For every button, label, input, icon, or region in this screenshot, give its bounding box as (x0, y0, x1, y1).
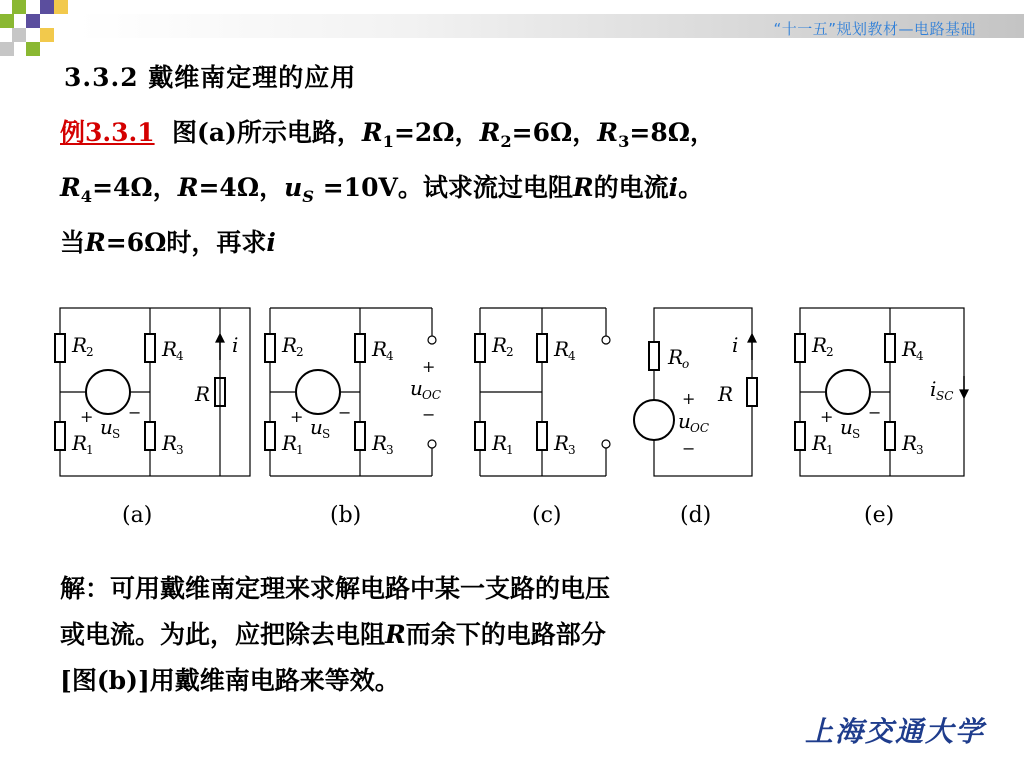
label-R: R (282, 333, 298, 357)
circuit-e-labels (811, 333, 953, 528)
corner-decoration (0, 0, 90, 60)
label-sub: 1 (826, 443, 834, 457)
text: 。 (678, 173, 704, 202)
caption-e: (e) (864, 503, 895, 528)
var: R (385, 620, 406, 649)
label-sub: OC (422, 388, 442, 402)
text: 解：可用戴维南定理来求解电路中某一支路的电压 (60, 574, 611, 603)
label-sub: S (852, 427, 861, 441)
label-sub: S (112, 427, 121, 441)
text: =4Ω， (92, 173, 178, 202)
label-sub: 3 (176, 443, 184, 457)
label-sub: o (682, 357, 690, 371)
label-u: u (840, 415, 853, 439)
label-sub: 4 (568, 349, 576, 363)
text: 或电流。为此，应把除去电阻 (60, 620, 386, 649)
text: 而余下的电路部分 (405, 620, 606, 649)
label-sub: 3 (386, 443, 394, 457)
label-R: R (554, 337, 570, 361)
label-sub: OC (690, 421, 710, 435)
circuit-d (634, 308, 757, 476)
label-i: i (232, 333, 239, 357)
label-R: R (72, 431, 88, 455)
var: R (85, 228, 106, 257)
label-R: R (282, 431, 298, 455)
label-sub: 3 (916, 443, 924, 457)
label-plus: + (422, 357, 436, 376)
caption-c: (c) (532, 503, 562, 528)
var: u (284, 173, 303, 202)
label-R: R (372, 431, 388, 455)
university-logo: 上海交通大学 (805, 715, 986, 748)
sub: S (302, 187, 315, 206)
sub: 1 (382, 132, 394, 151)
label-R: R (812, 431, 828, 455)
circuit-figures (50, 300, 980, 540)
label-R: R (902, 337, 918, 361)
text: =2Ω， (393, 118, 480, 147)
text: 图(a)所示电路， (172, 118, 362, 147)
text: =10V。试求流过电阻 (314, 173, 573, 202)
example-label: 例3.3.1 (60, 118, 155, 147)
label-sub: 4 (176, 349, 184, 363)
label-R: R (492, 333, 508, 357)
circuit-c-labels (491, 333, 576, 528)
var: R (597, 118, 619, 147)
caption-a: (a) (122, 503, 153, 528)
label-u: u (678, 409, 691, 433)
label-u: u (410, 376, 423, 400)
var: R (177, 173, 199, 202)
label-sub: 2 (506, 345, 514, 359)
circuit-d-labels (667, 333, 738, 528)
label-plus: + (820, 407, 834, 426)
text: 的电流 (593, 173, 669, 202)
section-title: 3.3.2 戴维南定理的应用 (64, 63, 357, 92)
var: i (668, 173, 679, 202)
label-minus: − (868, 403, 882, 422)
label-R: R (162, 337, 178, 361)
label-sub: S (322, 427, 331, 441)
sub: 3 (618, 132, 630, 151)
text: =6Ω， (511, 118, 598, 147)
sub: 4 (80, 187, 93, 206)
sub: 2 (500, 132, 512, 151)
label-R: R (668, 345, 684, 369)
label-minus: − (128, 403, 142, 422)
label-R: R (902, 431, 918, 455)
label-minus: − (422, 405, 436, 424)
label-sub: 1 (506, 443, 514, 457)
text: =8Ω， (629, 118, 715, 147)
label-sub: 3 (568, 443, 576, 457)
caption-b: (b) (330, 503, 362, 528)
label-R: R (812, 333, 828, 357)
label-sub: 1 (86, 443, 94, 457)
label-sub: 1 (296, 443, 304, 457)
example-statement (60, 110, 960, 266)
var: R (361, 118, 383, 147)
label-R: R (162, 431, 178, 455)
label-R: R (554, 431, 570, 455)
var: R (479, 118, 501, 147)
label-sub: 2 (296, 345, 304, 359)
label-u: u (100, 415, 113, 439)
var: i (266, 228, 276, 257)
label-i: i (732, 333, 739, 357)
label-sub: SC (936, 389, 954, 403)
var: R (572, 173, 594, 202)
label-plus: + (80, 407, 94, 426)
text: 当 (60, 228, 86, 257)
text: [图(b)]用戴维南电路来等效。 (60, 666, 400, 695)
label-R: R (718, 382, 734, 406)
label-sub: 4 (386, 349, 394, 363)
label-sub: 4 (916, 349, 924, 363)
header-title: “十一五”规划教材—电路基础 (773, 20, 976, 38)
label-R: R (195, 382, 211, 406)
label-plus: + (290, 407, 304, 426)
text: =6Ω时，再求 (105, 228, 267, 257)
text: =4Ω， (198, 173, 285, 202)
label-R: R (372, 337, 388, 361)
label-u: u (310, 415, 323, 439)
var: R (60, 173, 81, 202)
label-minus: − (338, 403, 352, 422)
label-i: i (930, 377, 937, 401)
label-minus: − (682, 439, 696, 458)
label-R: R (72, 333, 88, 357)
solution-text (60, 566, 960, 704)
caption-d: (d) (680, 503, 712, 528)
label-plus: + (682, 389, 696, 408)
label-sub: 2 (86, 345, 94, 359)
label-sub: 2 (826, 345, 834, 359)
label-R: R (492, 431, 508, 455)
